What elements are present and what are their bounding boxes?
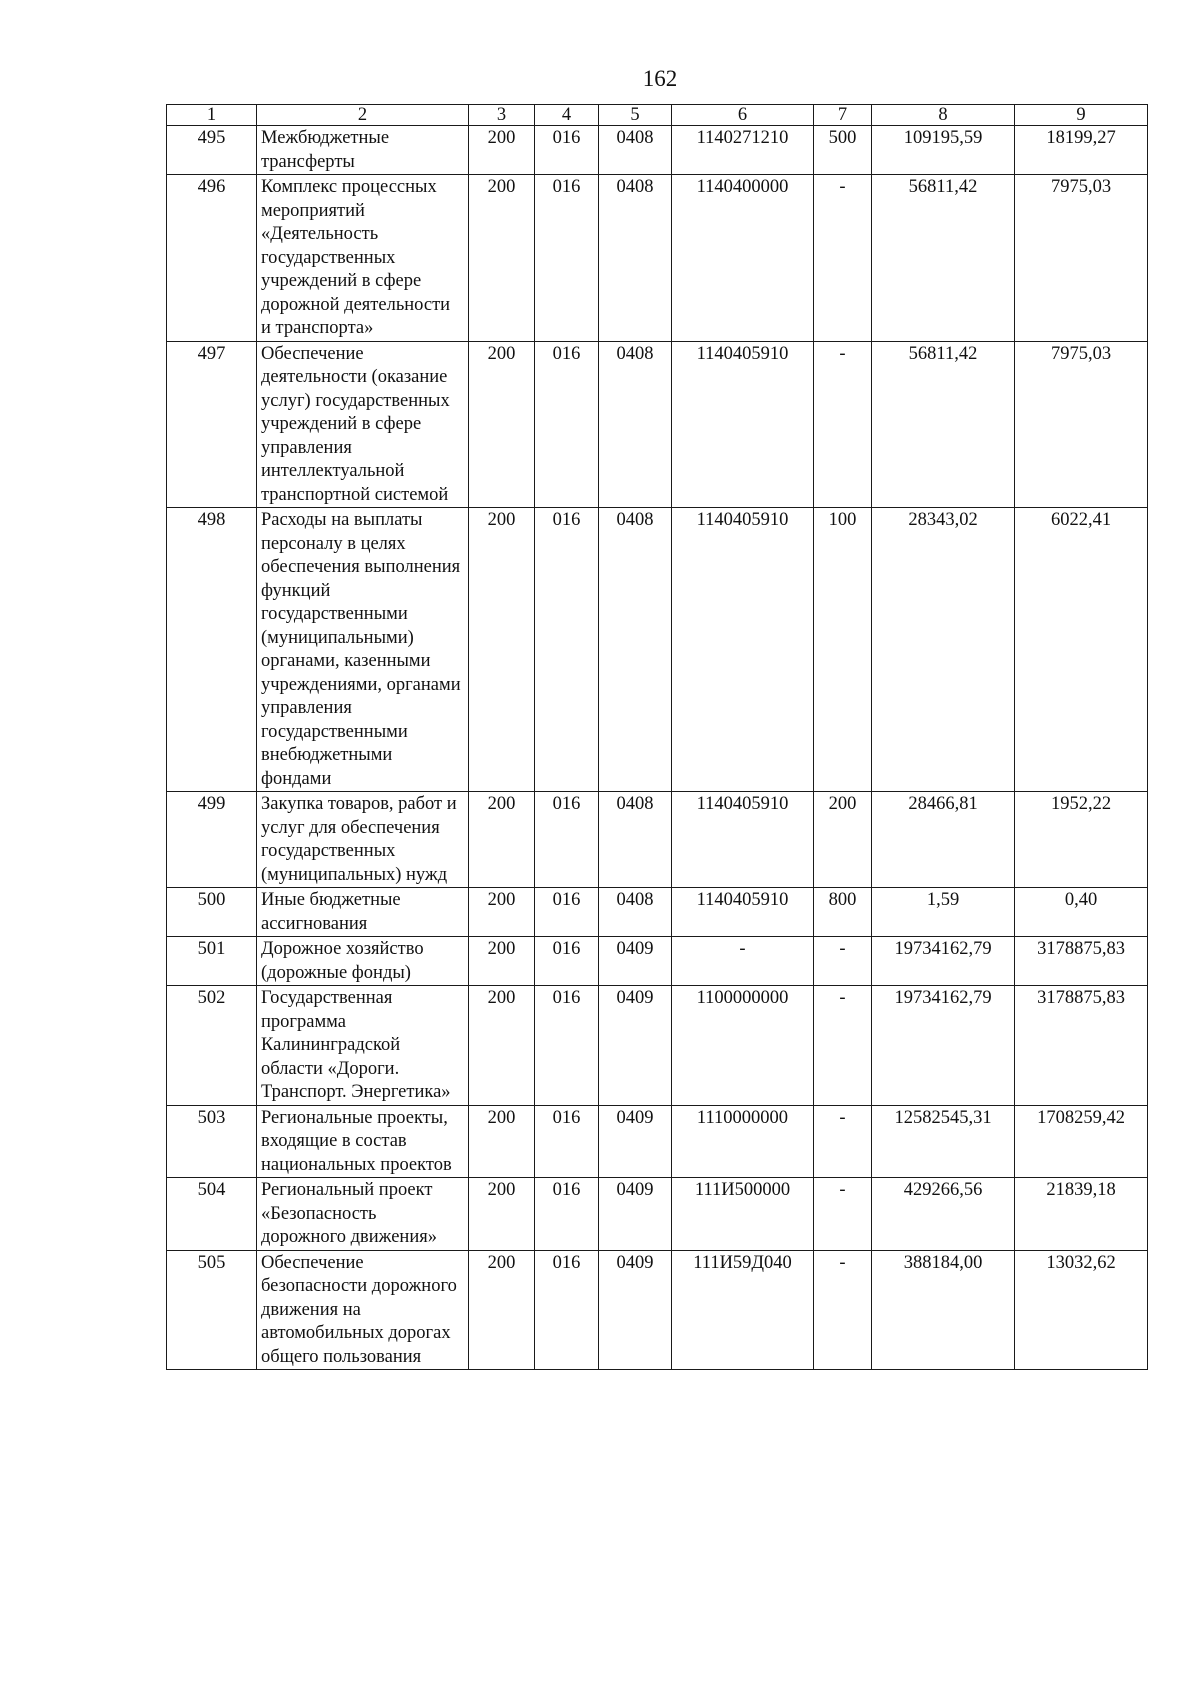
expense-type-cell: -: [814, 986, 872, 1106]
amount-cell: 19734162,79: [872, 937, 1015, 986]
section-code-cell: 0409: [599, 1250, 672, 1370]
code-cell: 200: [469, 341, 535, 508]
amount-cell: 28343,02: [872, 508, 1015, 792]
amount-cell: 6022,41: [1015, 508, 1148, 792]
code-cell: 200: [469, 792, 535, 888]
amount-cell: 0,40: [1015, 888, 1148, 937]
target-article-cell: -: [672, 937, 814, 986]
column-header: 1: [167, 105, 257, 126]
item-name-cell: Иные бюджетные ассигнования: [257, 888, 469, 937]
expense-type-cell: 200: [814, 792, 872, 888]
header-row: [167, 105, 1148, 126]
table-row: [167, 508, 1148, 792]
amount-cell: 56811,42: [872, 175, 1015, 342]
column-header: 9: [1015, 105, 1148, 126]
row-number-cell: 496: [167, 175, 257, 342]
code-cell: 200: [469, 937, 535, 986]
row-number-cell: 500: [167, 888, 257, 937]
code-cell: 200: [469, 126, 535, 175]
amount-cell: 56811,42: [872, 341, 1015, 508]
table-row: [167, 1105, 1148, 1178]
expense-type-cell: -: [814, 1178, 872, 1251]
amount-cell: 18199,27: [1015, 126, 1148, 175]
section-code-cell: 0408: [599, 508, 672, 792]
section-code-cell: 0408: [599, 175, 672, 342]
code-cell: 016: [535, 1105, 599, 1178]
amount-cell: 109195,59: [872, 126, 1015, 175]
row-number-cell: 504: [167, 1178, 257, 1251]
amount-cell: 429266,56: [872, 1178, 1015, 1251]
amount-cell: 1708259,42: [1015, 1105, 1148, 1178]
code-cell: 016: [535, 888, 599, 937]
row-number-cell: 495: [167, 126, 257, 175]
item-name-cell: Межбюджетные трансферты: [257, 126, 469, 175]
item-name-cell: Государственная программа Калининградской области «Дороги. Транспорт. Энергетика»: [257, 986, 469, 1106]
amount-cell: 12582545,31: [872, 1105, 1015, 1178]
item-name-cell: Расходы на выплаты персоналу в целях обеспечения выполнения функций государственными (муниципальными) органами, казенными учреждениями, органами управления государственными внебюджетными фондами: [257, 508, 469, 792]
target-article-cell: 1140271210: [672, 126, 814, 175]
code-cell: 200: [469, 1250, 535, 1370]
section-code-cell: 0408: [599, 126, 672, 175]
item-name-cell: Дорожное хозяйство (дорожные фонды): [257, 937, 469, 986]
code-cell: 200: [469, 986, 535, 1106]
code-cell: 200: [469, 888, 535, 937]
amount-cell: 3178875,83: [1015, 937, 1148, 986]
code-cell: 016: [535, 126, 599, 175]
row-number-cell: 499: [167, 792, 257, 888]
item-name-cell: Закупка товаров, работ и услуг для обеспечения государственных (муниципальных) нужд: [257, 792, 469, 888]
section-code-cell: 0408: [599, 888, 672, 937]
expense-type-cell: -: [814, 1250, 872, 1370]
table-row: [167, 1250, 1148, 1370]
item-name-cell: Региональные проекты, входящие в состав национальных проектов: [257, 1105, 469, 1178]
item-name-cell: Обеспечение деятельности (оказание услуг) государственных учреждений в сфере управления интеллектуальной транспортной системой: [257, 341, 469, 508]
expense-type-cell: -: [814, 937, 872, 986]
code-cell: 016: [535, 175, 599, 342]
expense-type-cell: 800: [814, 888, 872, 937]
column-header: 7: [814, 105, 872, 126]
expense-type-cell: -: [814, 175, 872, 342]
section-code-cell: 0409: [599, 937, 672, 986]
target-article-cell: 1100000000: [672, 986, 814, 1106]
row-number-cell: 501: [167, 937, 257, 986]
amount-cell: 21839,18: [1015, 1178, 1148, 1251]
budget-table: [166, 104, 1148, 1370]
code-cell: 200: [469, 508, 535, 792]
amount-cell: 7975,03: [1015, 175, 1148, 342]
column-header: 5: [599, 105, 672, 126]
expense-type-cell: -: [814, 341, 872, 508]
row-number-cell: 503: [167, 1105, 257, 1178]
table-row: [167, 937, 1148, 986]
item-name-cell: Комплекс процессных мероприятий «Деятельность государственных учреждений в сфере дорожной деятельности и транспорта»: [257, 175, 469, 342]
code-cell: 016: [535, 937, 599, 986]
table-row: [167, 1178, 1148, 1251]
code-cell: 200: [469, 175, 535, 342]
amount-cell: 7975,03: [1015, 341, 1148, 508]
code-cell: 016: [535, 508, 599, 792]
code-cell: 016: [535, 986, 599, 1106]
section-code-cell: 0409: [599, 986, 672, 1106]
code-cell: 016: [535, 1178, 599, 1251]
target-article-cell: 1140405910: [672, 792, 814, 888]
amount-cell: 1,59: [872, 888, 1015, 937]
amount-cell: 28466,81: [872, 792, 1015, 888]
table-body: [167, 126, 1148, 1370]
page-number: 162: [642, 66, 678, 91]
column-header: 2: [257, 105, 469, 126]
amount-cell: 19734162,79: [872, 986, 1015, 1106]
table-row: [167, 175, 1148, 342]
row-number-cell: 498: [167, 508, 257, 792]
code-cell: 016: [535, 792, 599, 888]
amount-cell: 1952,22: [1015, 792, 1148, 888]
expense-type-cell: 100: [814, 508, 872, 792]
item-name-cell: Обеспечение безопасности дорожного движения на автомобильных дорогах общего пользования: [257, 1250, 469, 1370]
table-row: [167, 792, 1148, 888]
target-article-cell: 1140405910: [672, 888, 814, 937]
target-article-cell: 111И59Д040: [672, 1250, 814, 1370]
item-name-cell: Региональный проект «Безопасность дорожного движения»: [257, 1178, 469, 1251]
target-article-cell: 1140405910: [672, 341, 814, 508]
section-code-cell: 0409: [599, 1178, 672, 1251]
table-row: [167, 126, 1148, 175]
expense-type-cell: -: [814, 1105, 872, 1178]
amount-cell: 13032,62: [1015, 1250, 1148, 1370]
row-number-cell: 505: [167, 1250, 257, 1370]
section-code-cell: 0408: [599, 792, 672, 888]
row-number-cell: 502: [167, 986, 257, 1106]
table-row: [167, 341, 1148, 508]
row-number-cell: 497: [167, 341, 257, 508]
column-header: 8: [872, 105, 1015, 126]
target-article-cell: 1140405910: [672, 508, 814, 792]
amount-cell: 388184,00: [872, 1250, 1015, 1370]
column-header: 6: [672, 105, 814, 126]
table-row: [167, 888, 1148, 937]
column-header: 3: [469, 105, 535, 126]
code-cell: 200: [469, 1105, 535, 1178]
target-article-cell: 1140400000: [672, 175, 814, 342]
expense-type-cell: 500: [814, 126, 872, 175]
target-article-cell: 1110000000: [672, 1105, 814, 1178]
section-code-cell: 0409: [599, 1105, 672, 1178]
table-row: [167, 986, 1148, 1106]
code-cell: 016: [535, 1250, 599, 1370]
code-cell: 200: [469, 1178, 535, 1251]
column-header: 4: [535, 105, 599, 126]
amount-cell: 3178875,83: [1015, 986, 1148, 1106]
target-article-cell: 111И500000: [672, 1178, 814, 1251]
section-code-cell: 0408: [599, 341, 672, 508]
code-cell: 016: [535, 341, 599, 508]
